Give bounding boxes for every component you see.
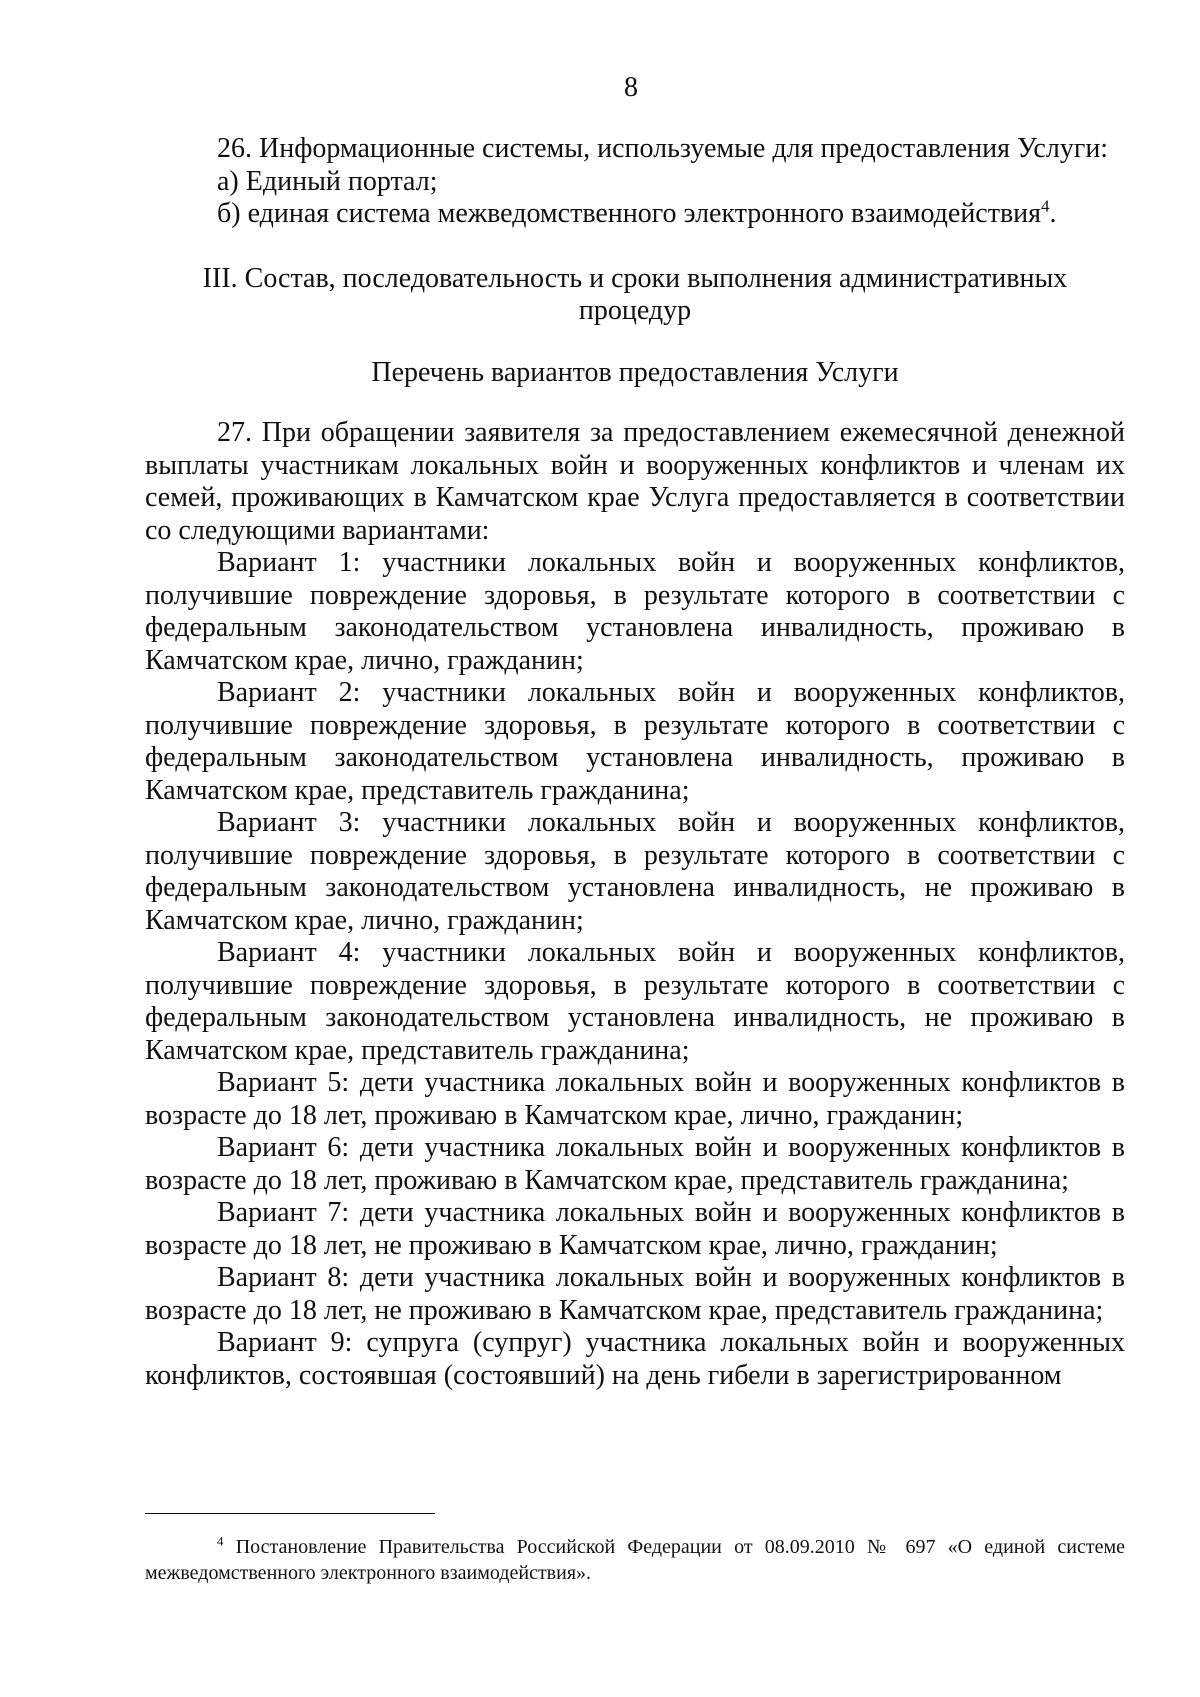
variant-6: Вариант 6: дети участника локальных войн и вооруженных конфликтов в возрасте до 18 лет, проживаю в Камчатском крае, представитель гражданина;	[145, 1132, 1125, 1196]
footnote-marker: 4	[217, 1533, 224, 1549]
variant-4: Вариант 4: участники локальных войн и вооруженных конфликтов, получившие повреждение здоровья, в результате которого в соответствии с федеральным законодательством установлена инвалидность, не проживаю в Камчатском крае, представитель гражданина;	[145, 937, 1125, 1066]
footnote-ref: 4	[1041, 196, 1050, 216]
variant-5: Вариант 5: дети участника локальных войн и вооруженных конфликтов в возрасте до 18 лет, проживаю в Камчатском крае, лично, гражданин;	[145, 1067, 1125, 1131]
item-27: 27. При обращении заявителя за предоставлением ежемесячной денежной выплаты участникам локальных войн и вооруженных конфликтов и членам их семей, проживающих в Камчатском крае Услуга предоставляется в соответствии со следующими вариантами:	[145, 417, 1125, 546]
footnote-text: Постановление Правительства Российской Федерации от 08.09.2010 № 697 «О единой системе межведомственного электронного взаимодействия».	[145, 1536, 1125, 1584]
item-26-option-b-text: б) единая система межведомственного электронного взаимодействия	[217, 198, 1042, 229]
variant-1: Вариант 1: участники локальных войн и вооруженных конфликтов, получившие повреждение здоровья, в результате которого в соответствии с федеральным законодательством установлена инвалидность, проживаю в Камчатском крае, лично, гражданин;	[145, 547, 1125, 676]
variant-8: Вариант 8: дети участника локальных войн и вооруженных конфликтов в возрасте до 18 лет, не проживаю в Камчатском крае, представитель гражданина;	[145, 1262, 1125, 1326]
footnote-divider	[145, 1513, 435, 1514]
item-26-option-b	[145, 198, 1125, 231]
document-body	[145, 133, 1125, 1392]
item-26: 26. Информационные системы, используемые для предоставления Услуги:	[217, 133, 1109, 164]
item-26-option-a: а) Единый портал;	[217, 165, 438, 197]
page-number: 8	[624, 72, 638, 103]
variant-3: Вариант 3: участники локальных войн и вооруженных конфликтов, получившие повреждение здоровья, в результате которого в соответствии с федеральным законодательством установлена инвалидность, не проживаю в Камчатском крае, лично, гражданин;	[145, 807, 1125, 936]
variant-7: Вариант 7: дети участника локальных войн и вооруженных конфликтов в возрасте до 18 лет, не проживаю в Камчатском крае, лично, гражданин;	[145, 1197, 1125, 1261]
subheading: Перечень вариантов предоставления Услуги	[371, 356, 899, 388]
section-heading: III. Состав, последовательность и сроки выполнения административных процедур	[202, 262, 1068, 326]
footnote	[145, 1534, 1125, 1586]
variant-2: Вариант 2: участники локальных войн и вооруженных конфликтов, получившие повреждение здоровья, в результате которого в соответствии с федеральным законодательством установлена инвалидность, проживаю в Камчатском крае, представитель гражданина;	[145, 677, 1125, 806]
variant-9: Вариант 9: супруга (супруг) участника локальных войн и вооруженных конфликтов, состоявшая (состоявший) на день гибели в зарегистрированном	[145, 1327, 1125, 1391]
item-26-option-b-end: .	[1049, 198, 1057, 229]
